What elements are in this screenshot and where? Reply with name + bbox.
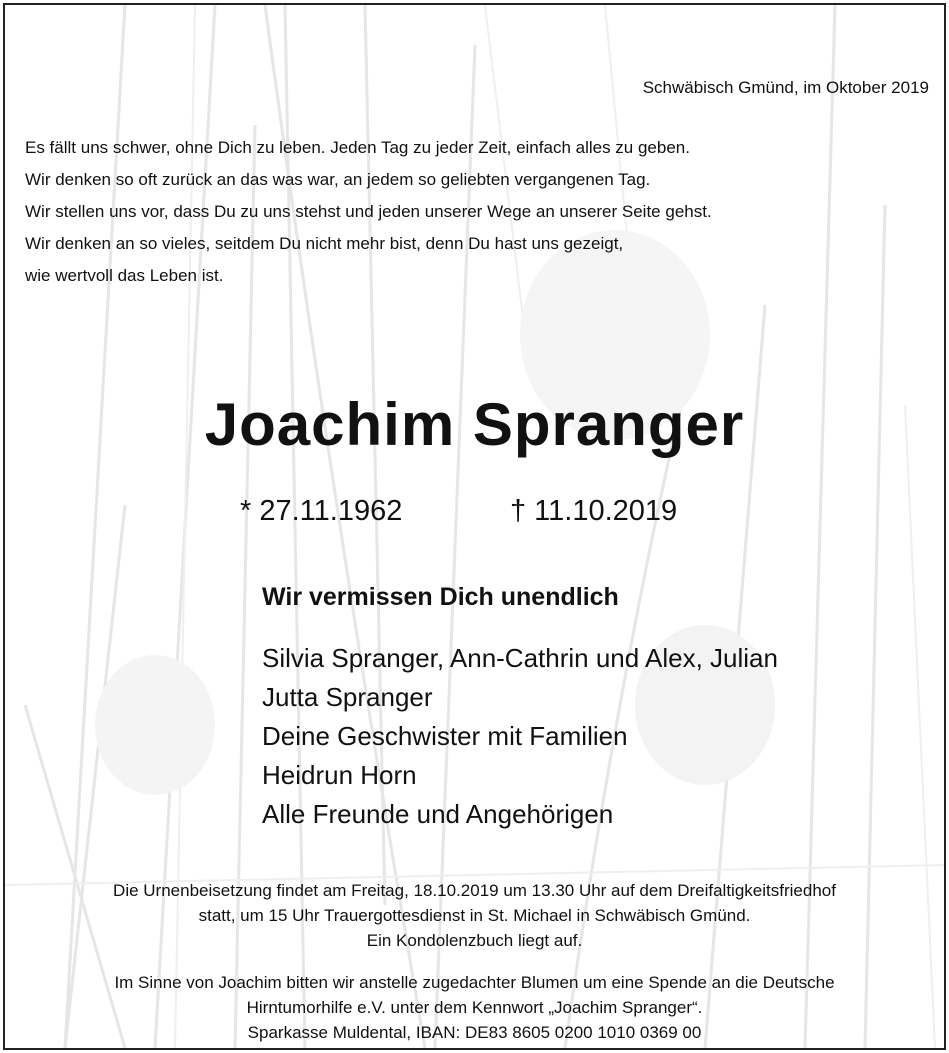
birth-date: * 27.11.1962: [240, 495, 403, 527]
mourner-entry: Silvia Spranger, Ann-Cathrin und Alex, Julian: [262, 643, 778, 673]
poem: [25, 132, 925, 292]
obituary-notice: [3, 3, 946, 1050]
service-line: statt, um 15 Uhr Trauergottesdienst in St. Michael in Schwäbisch Gmünd.: [198, 906, 751, 925]
mourners-list: [262, 639, 778, 834]
mourners-heading: Wir vermissen Dich unendlich: [262, 583, 619, 611]
donation-line: Hirntumorhilfe e.V. unter dem Kennwort „Joachim Spranger“.: [246, 998, 703, 1017]
mourner-entry: Deine Geschwister mit Familien: [262, 721, 628, 751]
deceased-name: Joachim Spranger: [204, 391, 745, 458]
poem-line: Wir denken so oft zurück an das was war, an jedem so geliebten vergangenen Tag.: [25, 170, 651, 189]
service-line: Die Urnenbeisetzung findet am Freitag, 18.10.2019 um 13.30 Uhr auf dem Dreifaltigkeitsfriedhof: [113, 881, 836, 900]
mourner-entry: Jutta Spranger: [262, 682, 433, 712]
donation-line: Im Sinne von Joachim bitten wir anstelle zugedachter Blumen um eine Spende an die Deutsche: [114, 973, 835, 992]
mourner-entry: Alle Freunde und Angehörigen: [262, 799, 614, 829]
donation-line: Sparkasse Muldental, IBAN: DE83 8605 0200 1010 0369 00: [247, 1023, 702, 1042]
mourner-entry: Heidrun Horn: [262, 760, 417, 790]
poem-line: Es fällt uns schwer, ohne Dich zu leben. Jeden Tag zu jeder Zeit, einfach alles zu geben.: [25, 138, 690, 157]
service-line: Ein Kondolenzbuch liegt auf.: [366, 931, 583, 950]
service-info: [5, 878, 944, 953]
death-date: † 11.10.2019: [510, 495, 678, 527]
poem-line: Wir stellen uns vor, dass Du zu uns stehst und jeden unserer Wege an unserer Seite gehst.: [25, 202, 712, 221]
donation-info: [5, 970, 944, 1045]
place-and-date: Schwäbisch Gmünd, im Oktober 2019: [642, 78, 929, 97]
poem-line: wie wertvoll das Leben ist.: [25, 266, 224, 285]
poem-line: Wir denken an so vieles, seitdem Du nicht mehr bist, denn Du hast uns gezeigt,: [25, 234, 624, 253]
